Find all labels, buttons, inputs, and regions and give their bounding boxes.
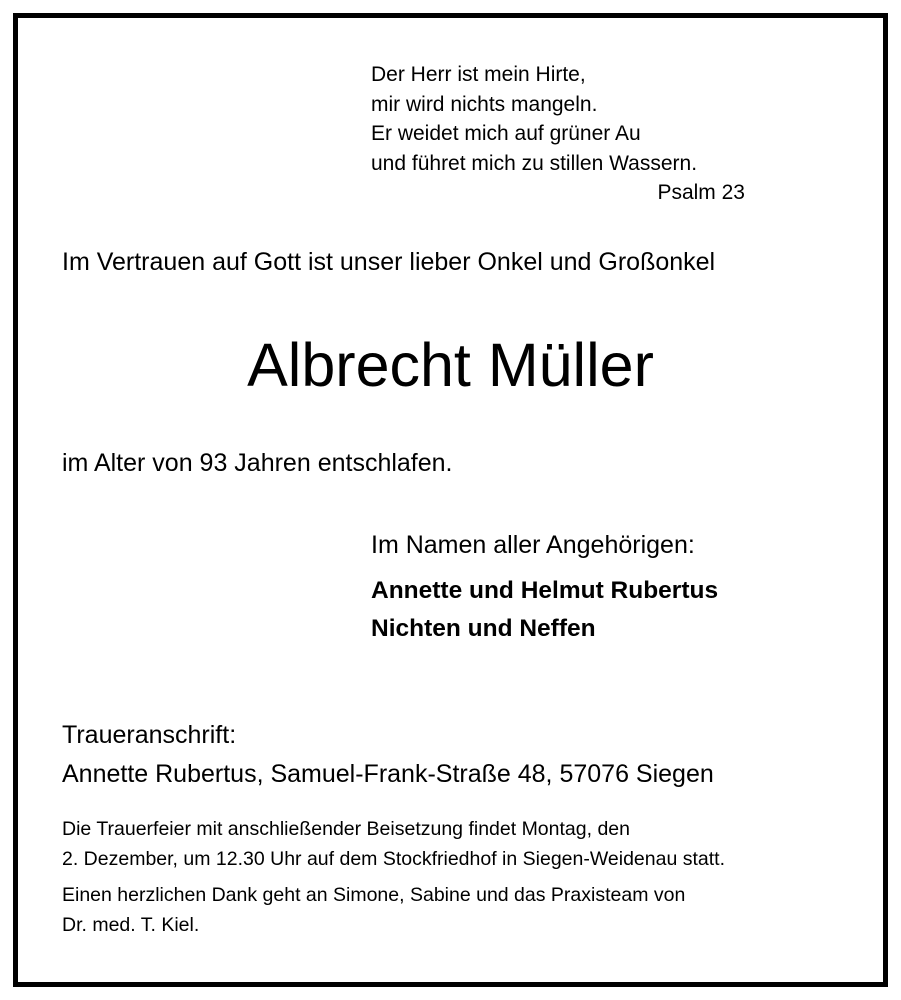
psalm-reference: Psalm 23 bbox=[657, 181, 745, 204]
mourning-address bbox=[62, 716, 714, 794]
family-line: Nichten und Neffen bbox=[371, 615, 596, 642]
family-line: Annette und Helmut Rubertus bbox=[371, 577, 719, 604]
funeral-line: Die Trauerfeier mit anschließender Beisetzung findet Montag, den bbox=[62, 818, 630, 840]
age-statement: im Alter von 93 Jahren entschlafen. bbox=[62, 449, 453, 477]
address-label: Traueranschrift: bbox=[62, 721, 237, 749]
deceased-name: Albrecht Müller bbox=[247, 331, 654, 399]
psalm-line: mir wird nichts mangeln. bbox=[371, 92, 598, 116]
psalm-line: Der Herr ist mein Hirte, bbox=[371, 63, 586, 86]
signoff-text: Im Namen aller Angehörigen: bbox=[371, 531, 695, 559]
address-value: Annette Rubertus, Samuel-Frank-Straße 48, 57076 Siegen bbox=[62, 760, 714, 788]
intro-text: Im Vertrauen auf Gott ist unser lieber Onkel und Großonkel bbox=[62, 248, 716, 276]
psalm-quote bbox=[371, 60, 751, 208]
psalm-line: Er weidet mich auf grüner Au bbox=[371, 122, 641, 145]
family-names bbox=[371, 572, 718, 648]
thanks-line: Einen herzlichen Dank geht an Simone, Sabine und das Praxisteam von bbox=[62, 884, 686, 906]
thanks-text bbox=[62, 880, 852, 940]
funeral-info bbox=[62, 814, 852, 874]
thanks-line: Dr. med. T. Kiel. bbox=[62, 914, 200, 936]
funeral-line: 2. Dezember, um 12.30 Uhr auf dem Stockfriedhof in Siegen-Weidenau statt. bbox=[62, 848, 725, 870]
psalm-line: und führet mich zu stillen Wassern. bbox=[371, 151, 698, 175]
